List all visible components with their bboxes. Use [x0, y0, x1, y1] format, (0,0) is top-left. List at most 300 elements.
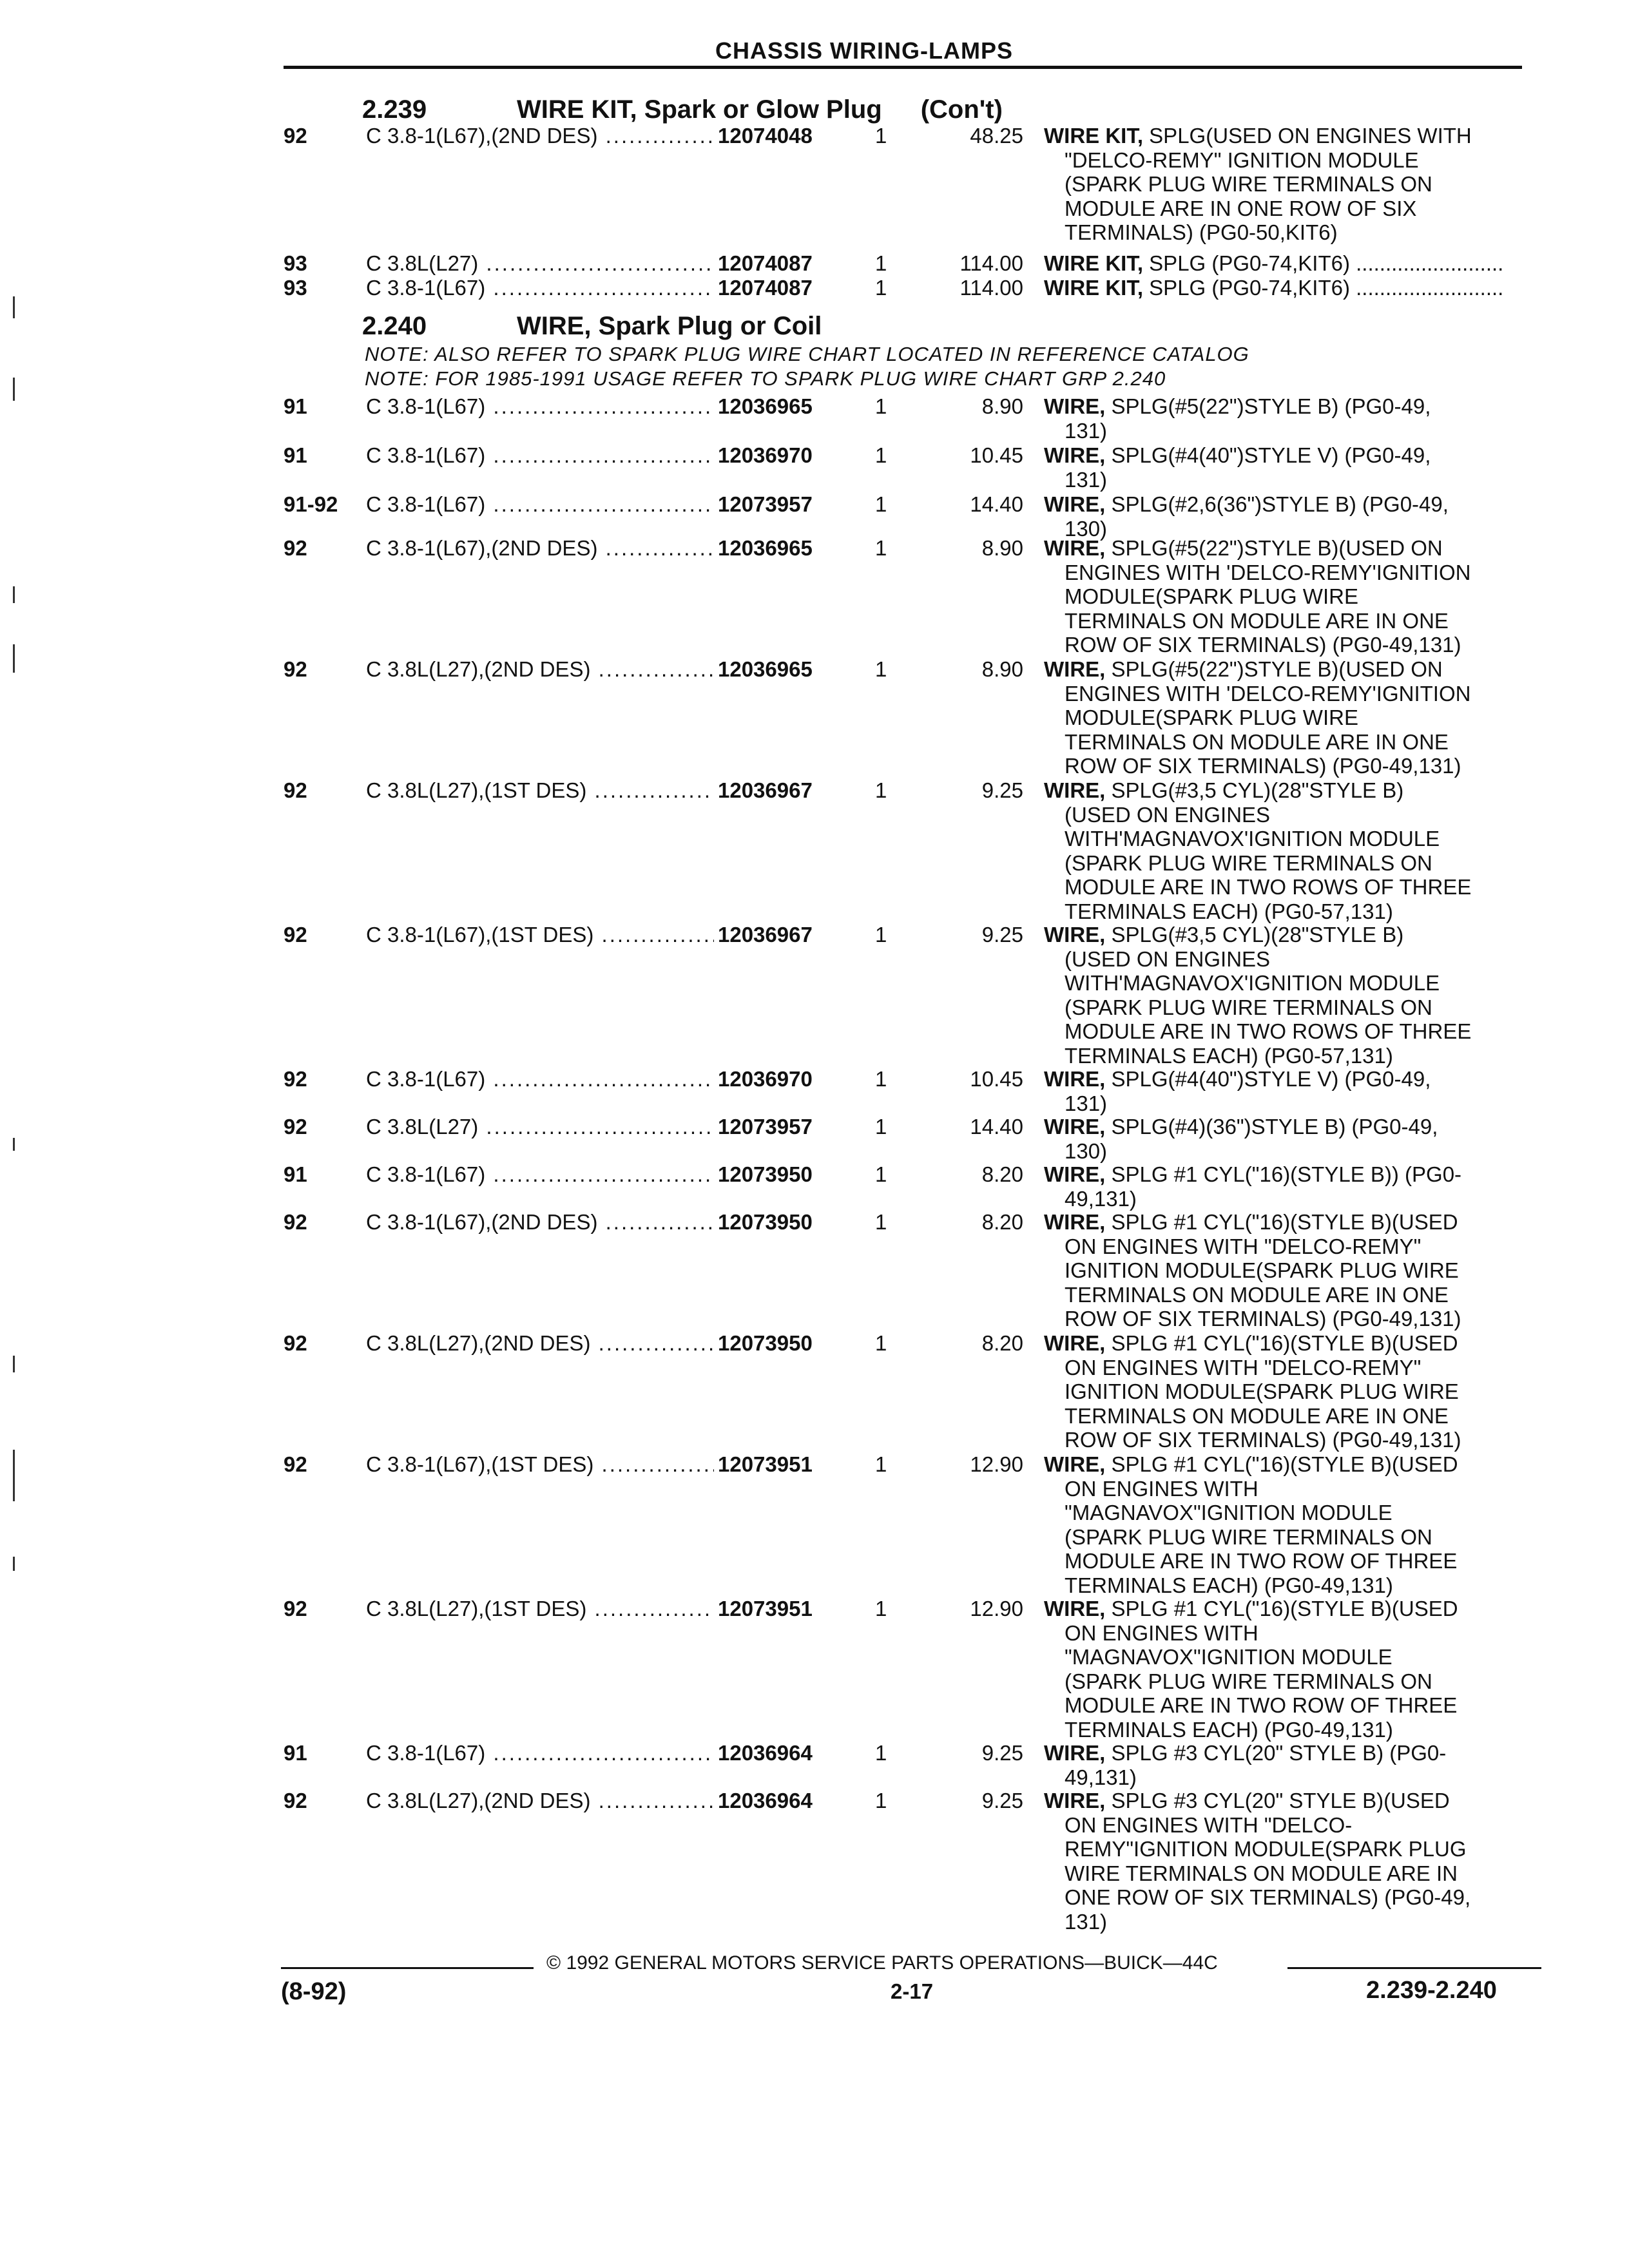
description-continuation-row — [0, 1573, 1629, 1598]
model-application: C 3.8L(L27) ..... — [366, 251, 714, 276]
price: 9.25 — [981, 923, 1023, 947]
model-year: 91 — [284, 443, 307, 467]
model-application: C 3.8L(L27),(2ND DES) ..... — [366, 1331, 714, 1356]
description-text: ON ENGINES WITH "DELCO-REMY" — [1065, 1234, 1422, 1258]
description-line — [1044, 923, 1527, 947]
description-line: WIRE KIT, SPLG (PG0-74,KIT6) ......................... — [1044, 276, 1504, 300]
part-number: 12036964 — [714, 1741, 853, 1765]
description-text: IGNITION MODULE(SPARK PLUG WIRE — [1065, 1258, 1459, 1283]
price: 9.25 — [981, 1789, 1023, 1812]
description-continuation-row — [0, 468, 1629, 492]
model-application: C 3.8-1(L67),(2ND DES) ..... — [366, 124, 714, 148]
part-number: 12036964 — [714, 1789, 853, 1813]
description-continuation-row — [0, 197, 1629, 221]
description-text: 130) — [1065, 1139, 1112, 1163]
price: 48.25 — [970, 124, 1023, 148]
description-text: SPLG(#4(40")STYLE V) (PG0-49, — [1105, 443, 1431, 467]
description-text: ON ENGINES WITH "DELCO-REMY" — [1065, 1355, 1422, 1379]
model-year: 92 — [284, 778, 307, 802]
quantity: 1 — [875, 657, 887, 681]
price: 8.20 — [981, 1210, 1023, 1234]
price: 8.90 — [981, 657, 1023, 681]
description-text: SPLG #3 CYL(20" STYLE B) (PG0- — [1105, 1741, 1447, 1765]
description-item-name: WIRE KIT, — [1044, 251, 1143, 275]
description-text: TERMINALS EACH) (PG0-49,131) — [1065, 1573, 1398, 1597]
model-year: 92 — [284, 1597, 307, 1620]
description-text: 131) — [1065, 468, 1112, 492]
description-text: (SPARK PLUG WIRE TERMINALS ON — [1065, 850, 1432, 875]
description-text: 49,131) — [1065, 1187, 1142, 1211]
model-year: 92 — [284, 536, 307, 560]
description-text: TERMINALS ON MODULE ARE IN ONE — [1065, 1403, 1449, 1428]
section-heading-2-239: 2.239 WIRE KIT, Spark or Glow Plug (Con't) — [362, 95, 1003, 124]
description-continuation-row — [0, 1428, 1629, 1452]
description-line — [1044, 1331, 1527, 1356]
description-text: (SPARK PLUG WIRE TERMINALS ON — [1065, 1669, 1432, 1693]
description-text: WITH'MAGNAVOX'IGNITION MODULE — [1065, 827, 1440, 851]
description-text: SPLG(#5(22")STYLE B)(USED ON — [1105, 536, 1443, 560]
description-item-name: WIRE, — [1044, 1741, 1106, 1765]
price: 12.90 — [970, 1597, 1023, 1620]
model-year: 93 — [284, 251, 307, 275]
description-continuation-row — [0, 995, 1629, 1020]
description-continuation-row — [0, 419, 1629, 443]
part-row — [0, 1741, 1629, 1765]
model-application: C 3.8-1(L67),(1ST DES) ..... — [366, 1452, 714, 1477]
description-last-line — [1065, 1573, 1527, 1598]
quantity: 1 — [875, 1597, 887, 1620]
part-number: 12036967 — [714, 923, 853, 947]
price: 8.90 — [981, 536, 1023, 560]
description-continuation-row — [0, 1477, 1629, 1501]
description-text: (USED ON ENGINES — [1065, 802, 1271, 827]
part-number: 12073950 — [714, 1210, 853, 1235]
note-reference-catalog: NOTE: ALSO REFER TO SPARK PLUG WIRE CHART LOCATED IN REFERENCE CATALOG — [365, 343, 1249, 365]
model-application: C 3.8-1(L67) ..... — [366, 1067, 714, 1091]
price: 14.40 — [970, 1115, 1023, 1139]
description-continuation-row — [0, 754, 1629, 778]
description-text: (SPARK PLUG WIRE TERMINALS ON — [1065, 1524, 1432, 1549]
description-text: MODULE ARE IN TWO ROWS OF THREE — [1065, 875, 1472, 899]
description-text: ON ENGINES WITH — [1065, 1476, 1258, 1501]
description-last-line — [1065, 1910, 1527, 1934]
model-application: C 3.8-1(L67) ..... — [366, 492, 714, 517]
description-text: ROW OF SIX TERMINALS) (PG0-49,131) — [1065, 754, 1467, 778]
description-continuation-row — [0, 148, 1629, 173]
quantity: 1 — [875, 276, 887, 300]
description-continuation-row — [0, 1765, 1629, 1790]
description-continuation-row — [0, 1813, 1629, 1838]
description-text: REMY"IGNITION MODULE(SPARK PLUG — [1065, 1837, 1467, 1861]
description-text: (SPARK PLUG WIRE TERMINALS ON — [1065, 172, 1432, 197]
description-continuation-row — [0, 1501, 1629, 1525]
description-line — [1044, 657, 1527, 682]
part-number: 12074087 — [714, 251, 853, 276]
footer-copyright: © 1992 GENERAL MOTORS SERVICE PARTS OPERATIONS—BUICK—44C — [546, 1952, 1218, 1974]
footer-page-number: 2-17 — [891, 1979, 934, 2003]
description-continuation-row — [0, 1885, 1629, 1910]
description-continuation-row — [0, 947, 1629, 972]
part-row — [0, 1115, 1629, 1139]
description-continuation-row — [0, 609, 1629, 633]
model-application: C 3.8L(L27),(1ST DES) ..... — [366, 778, 714, 803]
description-line — [1044, 492, 1527, 517]
description-text: "MAGNAVOX"IGNITION MODULE — [1065, 1501, 1393, 1525]
quantity: 1 — [875, 443, 887, 467]
description-text: SPLG(USED ON ENGINES WITH — [1143, 124, 1472, 148]
quantity: 1 — [875, 124, 887, 148]
description-item-name: WIRE, — [1044, 492, 1106, 516]
description-text: MODULE ARE IN TWO ROW OF THREE — [1065, 1549, 1458, 1573]
description-line — [1044, 394, 1527, 419]
model-year: 92 — [284, 1210, 307, 1234]
price: 114.00 — [959, 276, 1023, 300]
description-last-line — [1065, 754, 1527, 778]
description-last-line — [1065, 1044, 1527, 1068]
description-continuation-row — [0, 1621, 1629, 1646]
description-text: SPLG (PG0-74,KIT6) — [1143, 276, 1350, 300]
description-text: SPLG #1 CYL("16)(STYLE B)(USED — [1105, 1597, 1458, 1620]
description-text: TERMINALS) (PG0-50,KIT6) — [1065, 220, 1343, 244]
quantity: 1 — [875, 1741, 887, 1765]
description-continuation-row — [0, 1837, 1629, 1861]
part-number: 12036970 — [714, 443, 853, 468]
description-text: SPLG(#5(22")STYLE B)(USED ON — [1105, 657, 1443, 681]
model-year: 91 — [284, 394, 307, 418]
description-last-line — [1065, 1139, 1527, 1164]
description-text: TERMINALS ON MODULE ARE IN ONE — [1065, 729, 1449, 754]
price: 114.00 — [959, 251, 1023, 275]
model-year: 92 — [284, 923, 307, 947]
description-line — [1044, 1597, 1527, 1621]
part-number: 12073950 — [714, 1331, 853, 1356]
description-continuation-row — [0, 971, 1629, 995]
description-last-line — [1065, 1718, 1527, 1742]
description-item-name: WIRE, — [1044, 1115, 1106, 1139]
description-last-line — [1065, 419, 1527, 443]
model-application: C 3.8L(L27) ..... — [366, 1115, 714, 1139]
description-line — [1044, 1162, 1527, 1187]
model-year: 92 — [284, 1115, 307, 1139]
part-number: 12074087 — [714, 276, 853, 300]
quantity: 1 — [875, 492, 887, 516]
footer-group-range: 2.239-2.240 — [1366, 1977, 1497, 2004]
description-continuation-row — [0, 561, 1629, 585]
description-item-name: WIRE KIT, — [1044, 124, 1143, 148]
description-text: (SPARK PLUG WIRE TERMINALS ON — [1065, 995, 1432, 1019]
description-continuation-row — [0, 1693, 1629, 1718]
description-line — [1044, 1789, 1527, 1813]
quantity: 1 — [875, 1452, 887, 1476]
description-text: TERMINALS EACH) (PG0-57,131) — [1065, 899, 1398, 923]
description-continuation-row — [0, 1019, 1629, 1044]
price: 9.25 — [981, 1741, 1023, 1765]
quantity: 1 — [875, 1162, 887, 1186]
description-text: SPLG(#4)(36")STYLE B) (PG0-49, — [1105, 1115, 1438, 1139]
price: 10.45 — [970, 1067, 1023, 1091]
description-continuation-row — [0, 1091, 1629, 1116]
description-text: MODULE ARE IN ONE ROW OF SIX — [1065, 196, 1417, 220]
description-continuation-row — [0, 1549, 1629, 1573]
model-application: C 3.8L(L27),(1ST DES) ..... — [366, 1597, 714, 1621]
part-row — [0, 394, 1629, 419]
description-continuation-row — [0, 851, 1629, 876]
description-last-line — [1065, 220, 1527, 245]
part-number: 12074048 — [714, 124, 853, 148]
description-text: "DELCO-REMY" IGNITION MODULE — [1065, 148, 1419, 172]
description-text: SPLG (PG0-74,KIT6) — [1143, 251, 1350, 275]
description-last-line — [1065, 1765, 1527, 1790]
description-text: MODULE ARE IN TWO ROW OF THREE — [1065, 1693, 1458, 1718]
part-number: 12073951 — [714, 1597, 853, 1621]
description-text: ROW OF SIX TERMINALS) (PG0-49,131) — [1065, 1307, 1467, 1331]
description-text: TERMINALS EACH) (PG0-49,131) — [1065, 1718, 1398, 1742]
model-application: C 3.8-1(L67),(1ST DES) ..... — [366, 923, 714, 947]
description-text: SPLG(#3,5 CYL)(28"STYLE B) — [1105, 778, 1404, 802]
description-item-name: WIRE, — [1044, 1597, 1106, 1620]
description-text: WITH'MAGNAVOX'IGNITION MODULE — [1065, 971, 1440, 995]
quantity: 1 — [875, 923, 887, 947]
description-text: SPLG(#2,6(36")STYLE B) (PG0-49, — [1105, 492, 1449, 516]
description-continuation-row — [0, 633, 1629, 657]
description-line: WIRE KIT, SPLG (PG0-74,KIT6) ......................... — [1044, 251, 1504, 275]
description-text: SPLG #1 CYL("16)(STYLE B)(USED — [1105, 1331, 1458, 1355]
model-year: 91 — [284, 1162, 307, 1186]
description-text: ENGINES WITH 'DELCO-REMY'IGNITION — [1065, 560, 1471, 584]
quantity: 1 — [875, 394, 887, 418]
footer-rule-left — [281, 1967, 534, 1969]
description-text: 49,131) — [1065, 1765, 1142, 1789]
part-row — [0, 276, 1629, 300]
description-continuation-row — [0, 706, 1629, 730]
model-application: C 3.8-1(L67),(2ND DES) ..... — [366, 536, 714, 561]
part-row — [0, 124, 1629, 148]
description-continuation-row — [0, 584, 1629, 609]
description-text: (USED ON ENGINES — [1065, 947, 1271, 971]
model-year: 92 — [284, 1331, 307, 1355]
description-item-name: WIRE, — [1044, 1789, 1106, 1812]
footer-rule-right — [1287, 1967, 1541, 1969]
quantity: 1 — [875, 1115, 887, 1139]
part-row — [0, 251, 1629, 276]
quantity: 1 — [875, 251, 887, 275]
description-item-name: WIRE KIT, — [1044, 276, 1143, 300]
part-row — [0, 1597, 1629, 1621]
description-line — [1044, 124, 1527, 148]
part-number: 12073950 — [714, 1162, 853, 1187]
description-text: "MAGNAVOX"IGNITION MODULE — [1065, 1645, 1393, 1669]
description-continuation-row — [0, 875, 1629, 899]
description-text: SPLG #1 CYL("16)(STYLE B)(USED — [1105, 1210, 1458, 1234]
description-continuation-row — [0, 1283, 1629, 1307]
description-item-name: WIRE, — [1044, 1331, 1106, 1355]
description-last-line — [1065, 1091, 1527, 1116]
description-text: MODULE(SPARK PLUG WIRE — [1065, 706, 1358, 730]
description-continuation-row — [0, 172, 1629, 197]
part-row — [0, 1067, 1629, 1091]
model-application: C 3.8-1(L67) ..... — [366, 394, 714, 419]
description-continuation-row — [0, 730, 1629, 754]
description-item-name: WIRE, — [1044, 1210, 1106, 1234]
price: 8.20 — [981, 1331, 1023, 1355]
description-continuation-row — [0, 1258, 1629, 1283]
description-text: WIRE TERMINALS ON MODULE ARE IN — [1065, 1861, 1458, 1885]
description-continuation-row — [0, 1404, 1629, 1428]
part-row — [0, 492, 1629, 517]
model-year: 92 — [284, 657, 307, 681]
description-last-line — [1065, 1187, 1527, 1211]
description-line — [1044, 443, 1527, 468]
description-text: SPLG #1 CYL("16)(STYLE B)(USED — [1105, 1452, 1458, 1476]
description-item-name: WIRE, — [1044, 536, 1106, 560]
quantity: 1 — [875, 778, 887, 802]
description-line — [1044, 1115, 1527, 1139]
quantity: 1 — [875, 536, 887, 560]
description-text: SPLG(#5(22")STYLE B) (PG0-49, — [1105, 394, 1431, 418]
note-usage-chart: NOTE: FOR 1985-1991 USAGE REFER TO SPARK PLUG WIRE CHART GRP 2.240 — [365, 367, 1166, 390]
price: 8.90 — [981, 394, 1023, 418]
part-number: 12036970 — [714, 1067, 853, 1091]
part-row — [0, 923, 1629, 947]
description-continuation-row — [0, 1235, 1629, 1259]
description-text: ON ENGINES WITH — [1065, 1620, 1258, 1645]
description-text: ENGINES WITH 'DELCO-REMY'IGNITION — [1065, 681, 1471, 706]
description-line — [1044, 778, 1527, 803]
model-application: C 3.8L(L27),(2ND DES) ..... — [366, 1789, 714, 1813]
part-row — [0, 536, 1629, 561]
description-item-name: WIRE, — [1044, 778, 1106, 802]
description-continuation-row — [0, 1187, 1629, 1211]
price: 10.45 — [970, 443, 1023, 467]
description-last-line — [1065, 899, 1527, 924]
description-text: TERMINALS ON MODULE ARE IN ONE — [1065, 608, 1449, 633]
price: 14.40 — [970, 492, 1023, 516]
part-number: 12036965 — [714, 394, 853, 419]
description-item-name: WIRE, — [1044, 1162, 1106, 1186]
description-continuation-row — [0, 1307, 1629, 1331]
description-continuation-row — [0, 1044, 1629, 1068]
page-title: CHASSIS WIRING-LAMPS — [715, 37, 1014, 64]
description-last-line — [1065, 633, 1527, 657]
section-heading-2-240: 2.240 WIRE, Spark Plug or Coil — [362, 312, 822, 340]
description-item-name: WIRE, — [1044, 1067, 1106, 1091]
model-year: 92 — [284, 1067, 307, 1091]
price: 12.90 — [970, 1452, 1023, 1476]
description-item-name: WIRE, — [1044, 657, 1106, 681]
description-continuation-row — [0, 1525, 1629, 1550]
quantity: 1 — [875, 1331, 887, 1355]
description-item-name: WIRE, — [1044, 443, 1106, 467]
quantity: 1 — [875, 1067, 887, 1091]
description-continuation-row — [0, 1861, 1629, 1886]
description-item-name: WIRE, — [1044, 1452, 1106, 1476]
description-text: SPLG(#3,5 CYL)(28"STYLE B) — [1105, 923, 1404, 947]
model-application: C 3.8-1(L67),(2ND DES) ..... — [366, 1210, 714, 1235]
description-continuation-row — [0, 682, 1629, 706]
description-continuation-row — [0, 1910, 1629, 1934]
description-text: SPLG(#4(40")STYLE V) (PG0-49, — [1105, 1067, 1431, 1091]
description-continuation-row — [0, 1139, 1629, 1164]
model-year: 91 — [284, 1741, 307, 1765]
description-text: MODULE(SPARK PLUG WIRE — [1065, 584, 1358, 609]
price: 8.20 — [981, 1162, 1023, 1186]
part-row — [0, 1331, 1629, 1356]
price: 9.25 — [981, 778, 1023, 802]
description-line — [1044, 536, 1527, 561]
description-text: ONE ROW OF SIX TERMINALS) (PG0-49, — [1065, 1885, 1471, 1910]
part-row — [0, 1452, 1629, 1477]
part-row — [0, 443, 1629, 468]
description-text: SPLG #1 CYL("16)(STYLE B)) (PG0- — [1105, 1162, 1462, 1186]
description-continuation-row — [0, 1645, 1629, 1669]
description-last-line — [1065, 1307, 1527, 1331]
description-line — [1044, 1067, 1527, 1091]
header-rule — [284, 66, 1522, 69]
model-application: C 3.8-1(L67) ..... — [366, 276, 714, 300]
description-text: ROW OF SIX TERMINALS) (PG0-49,131) — [1065, 633, 1467, 657]
description-text: TERMINALS EACH) (PG0-57,131) — [1065, 1044, 1398, 1068]
description-text: 131) — [1065, 1910, 1112, 1934]
description-text: IGNITION MODULE(SPARK PLUG WIRE — [1065, 1379, 1459, 1404]
quantity: 1 — [875, 1210, 887, 1234]
part-number: 12036965 — [714, 536, 853, 561]
part-row — [0, 657, 1629, 682]
description-line — [1044, 1210, 1527, 1235]
description-text: 130) — [1065, 517, 1112, 541]
description-text: TERMINALS ON MODULE ARE IN ONE — [1065, 1282, 1449, 1307]
description-continuation-row — [0, 899, 1629, 924]
part-row — [0, 1210, 1629, 1235]
description-continuation-row — [0, 220, 1629, 245]
quantity: 1 — [875, 1789, 887, 1812]
part-row — [0, 778, 1629, 803]
model-year: 92 — [284, 124, 307, 148]
description-last-line — [1065, 468, 1527, 492]
description-last-line — [1065, 1428, 1527, 1452]
model-application: C 3.8-1(L67) ..... — [366, 1741, 714, 1765]
description-continuation-row — [0, 1379, 1629, 1404]
description-continuation-row — [0, 803, 1629, 827]
model-year: 93 — [284, 276, 307, 300]
footer-date: (8-92) — [281, 1978, 347, 2005]
description-continuation-row — [0, 827, 1629, 851]
description-continuation-row — [0, 1669, 1629, 1694]
description-line — [1044, 1452, 1527, 1477]
part-number: 12036965 — [714, 657, 853, 682]
description-continuation-row — [0, 1356, 1629, 1380]
model-application: C 3.8-1(L67) ..... — [366, 1162, 714, 1187]
part-number: 12073957 — [714, 492, 853, 517]
description-line — [1044, 1741, 1527, 1765]
description-text: ROW OF SIX TERMINALS) (PG0-49,131) — [1065, 1428, 1467, 1452]
description-text: MODULE ARE IN TWO ROWS OF THREE — [1065, 1019, 1472, 1044]
model-year: 92 — [284, 1452, 307, 1476]
part-number: 12073951 — [714, 1452, 853, 1477]
model-year: 92 — [284, 1789, 307, 1812]
model-year: 91-92 — [284, 492, 338, 516]
part-number: 12036967 — [714, 778, 853, 803]
description-text: 131) — [1065, 419, 1112, 443]
description-text: SPLG #3 CYL(20" STYLE B)(USED — [1105, 1789, 1450, 1812]
model-application: C 3.8L(L27),(2ND DES) ..... — [366, 657, 714, 682]
description-text: 131) — [1065, 1091, 1112, 1115]
description-item-name: WIRE, — [1044, 394, 1106, 418]
description-text: ON ENGINES WITH "DELCO- — [1065, 1812, 1353, 1837]
part-row — [0, 1162, 1629, 1187]
model-application: C 3.8-1(L67) ..... — [366, 443, 714, 468]
part-row — [0, 1789, 1629, 1813]
description-continuation-row — [0, 1718, 1629, 1742]
